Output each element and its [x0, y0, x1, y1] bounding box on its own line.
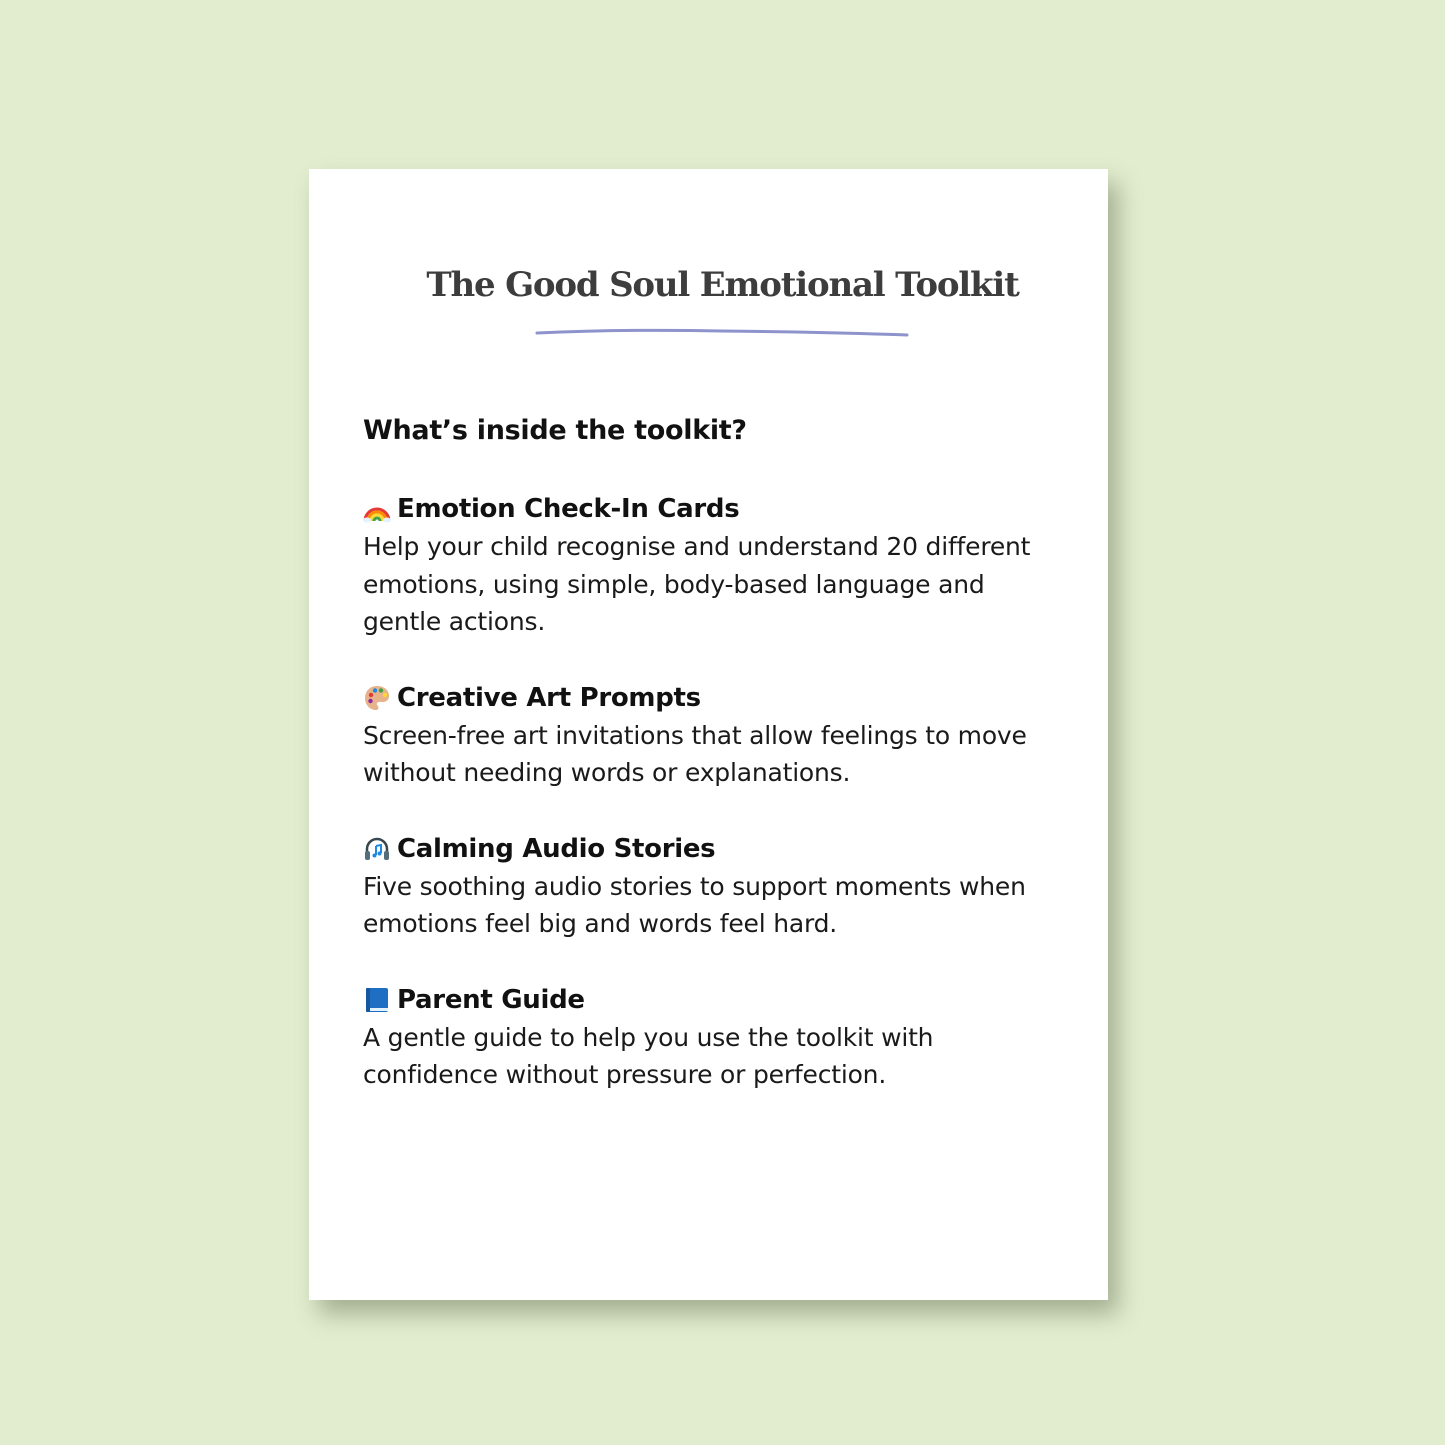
palette-icon [363, 684, 391, 712]
toolkit-item-description: A gentle guide to help you use the toolkit with confidence without pressure or perfection. [363, 1022, 934, 1089]
toolkit-item [363, 679, 1063, 792]
toolkit-item-description: Five soothing audio stories to support moments when emotions feel big and words feel hard. [363, 871, 1026, 938]
toolkit-item-title: Calming Audio Stories [397, 833, 716, 864]
blue-book-icon [363, 986, 391, 1014]
headphones-icon [363, 835, 391, 863]
title-underline [535, 327, 909, 339]
document-page [309, 169, 1108, 1300]
toolkit-item-title: Parent Guide [397, 984, 585, 1015]
toolkit-item [363, 830, 1063, 943]
toolkit-item [363, 981, 1063, 1094]
toolkit-item-description: Help your child recognise and understand 20 different emotions, using simple, body-based language and gentle actions. [363, 532, 1031, 636]
toolkit-contents [363, 412, 1063, 1094]
toolkit-item [363, 490, 1063, 641]
page-title: The Good Soul Emotional Toolkit [426, 265, 1019, 305]
toolkit-item-description: Screen-free art invitations that allow feelings to move without needing words or explanations. [363, 720, 1027, 787]
rainbow-icon [363, 495, 391, 523]
section-subheading: What’s inside the toolkit? [363, 415, 747, 446]
toolkit-item-title: Creative Art Prompts [397, 682, 701, 713]
toolkit-item-title: Emotion Check-In Cards [397, 494, 740, 524]
